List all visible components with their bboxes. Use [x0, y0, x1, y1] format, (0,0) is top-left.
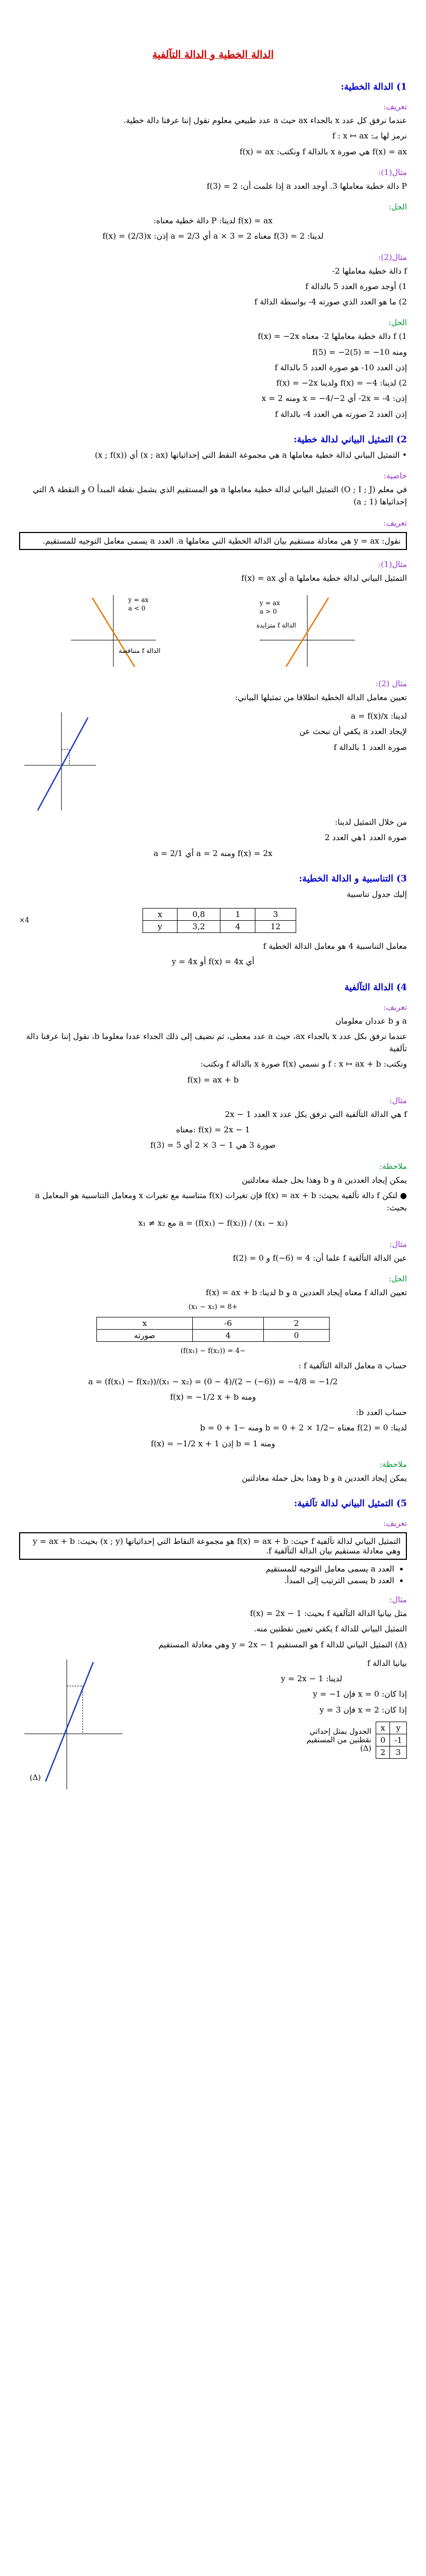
graphs-row	[19, 590, 407, 669]
graph-condition: a > 0	[260, 607, 277, 615]
table-cell: 3,2	[178, 921, 220, 933]
example-graph-row	[19, 1654, 407, 1792]
example-label: مثال(2):	[378, 252, 407, 262]
example-text: P دالة خطية معاملها 3. أوجد العدد a إذا علمت أن: f(3) = 2	[207, 181, 407, 191]
mini-table-row	[216, 1722, 407, 1759]
example-label: مثال(1):	[378, 559, 407, 569]
bullet-list	[19, 1564, 394, 1585]
solution-line: حساب العدد b:	[356, 1408, 407, 1418]
definition-label: تعريف:	[383, 102, 407, 111]
graph-decreasing	[66, 590, 161, 669]
example-label: مثال:	[389, 1095, 407, 1105]
example-2-row	[19, 707, 407, 813]
document-page	[19, 0, 407, 2576]
table-cell: 3	[390, 1746, 407, 1758]
proportion-table	[143, 908, 296, 933]
values-table	[96, 1317, 330, 1342]
example-text: عين الدالة التآلفية f علما أن: f(−6) = 4 و f(2) = 0	[233, 1253, 407, 1263]
table-cell: x	[143, 909, 177, 921]
section-2-heading: 2) التمثيل البياني لدالة خطية:	[294, 434, 407, 445]
table-cell: 3	[255, 909, 296, 921]
table-cell: 4	[193, 1330, 264, 1342]
table-row	[143, 909, 296, 921]
example-line: لدينا: y = 2x − 1	[281, 1674, 342, 1684]
solution-line: ومنه b = 1 إذن f(x) = −1/2 x + 1	[150, 1438, 276, 1448]
definition-line: f(x) = ax + b	[187, 1075, 239, 1085]
table-cell: 4	[220, 921, 255, 933]
notation-line-2: f(x) = ax هي صورة x بالدالة f ونكتب: f(x) = ax	[239, 146, 407, 156]
blue-line-graph	[19, 707, 99, 813]
remark-label: ملاحظة:	[379, 1161, 407, 1171]
example-line: صورة 3 هي 1 − 3 × 2 أي 5 = f(3)	[150, 1140, 276, 1150]
property-text: في معلم (O ; I ; J) التمثيل البياني لدالة خطية معاملها a هو المستقيم الذي يشمل نقطة المبدأ O و النقطة A التي إحداثياها (1 ; a)	[32, 485, 407, 507]
table-cell: y	[143, 921, 177, 933]
solution-label: الحل:	[388, 202, 407, 212]
multiplier: ×4	[19, 916, 30, 924]
example-line: (Δ) التمثيل البياني للدالة f هو المستقيم y = 2x − 1 وهي معادلة المستقيم	[158, 1639, 407, 1649]
delta-label: (Δ)	[30, 1773, 41, 1782]
table-row	[97, 1330, 330, 1342]
property-line: a = (f(x₁) − f(x₂)) / (x₁ − x₂) مع x₁ ≠ x₂	[138, 1218, 288, 1228]
graph-label: y = ax	[260, 599, 280, 607]
solution-line: لدينا: f(3) = 2 معناه a × 3 = 2 أي a = 2/3 إذن: f(x) = (2/3)x	[102, 231, 324, 241]
example-line: من خلال التمثيل لدينا:	[335, 817, 407, 827]
graph-label: y = ax	[128, 596, 149, 604]
solution-line: إذن العدد 2 صورته هي العدد 4- بالدالة f	[274, 409, 407, 419]
example-line: إذا كان: x = 2 فإن y = 3	[320, 1705, 407, 1715]
table-cell: x	[97, 1317, 193, 1330]
example-text: تعيين معامل الدالة الخطية انطلاقا من تمثيلها البياني:	[235, 692, 407, 702]
table-cell: 0	[376, 1734, 390, 1746]
solution-line: ومنه f(x) = −1/2 x + b	[170, 1392, 256, 1402]
table-row	[376, 1746, 406, 1758]
section-3-heading: 3) التناسبية و الدالة الخطية:	[299, 873, 407, 884]
example-line: 1) أوجد صورة العدد 5 بالدالة f	[305, 281, 407, 291]
section-5-heading: 5) التمثيل البياني لدالة تآلفية:	[294, 1498, 407, 1509]
table-row	[376, 1722, 406, 1734]
definition-line: a و b عددان معلومان	[335, 1016, 407, 1026]
example-2-lines	[232, 707, 407, 757]
table-cell: 2	[263, 1317, 329, 1330]
example-line: f هي الدالة التآلفية التي ترفق بكل عدد x العدد 2x − 1	[225, 1109, 407, 1119]
property-content: لتكن f دالة تآلفية بحيث: f(x) = ax + b فإن تغيرات f(x) متناسبة مع تغيرات x ومعامل التناسبية هو المعامل a بحيث:	[35, 1190, 407, 1212]
intro-text: إليك جدول تناسبية	[347, 889, 407, 899]
solution-line: 2) لدينا: f(x) = −4 ولدينا f(x) = −2x	[276, 378, 407, 388]
section-1-heading: 1) الدالة الخطية:	[341, 82, 407, 92]
affine-graph-svg	[19, 1654, 125, 1792]
definition-label: تعريف:	[383, 1518, 407, 1529]
example-line: بيانيا الدالة f	[367, 1658, 407, 1668]
table-row	[376, 1734, 406, 1746]
solution-label: الحل:	[388, 1273, 407, 1283]
solution-line: ومنه f(5) = −2(5) = −10	[312, 347, 407, 357]
remark-label: ملاحظة:	[379, 1459, 407, 1469]
example-label: مثال(1):	[378, 167, 407, 177]
table-cell: 2	[376, 1746, 390, 1758]
arrow-top-label: +8 = (x₁ − x₂)	[188, 1303, 238, 1311]
bullet-content: التمثيل البياني لدالة خطية معاملها a هي مجموعة النقط التي إحداثياتها (x ; ax) أي (x ; f(x))	[94, 450, 400, 460]
solution-line: إذن العدد 10- هو صورة العدد 5 بالدالة f	[274, 362, 407, 372]
table-cell: 0,8	[178, 909, 220, 921]
affine-graph	[19, 1654, 125, 1792]
solution-line: حساب a معامل الدالة التآلفية f :	[298, 1361, 407, 1371]
example-line: صورة العدد 1 بالدالة f	[333, 742, 407, 752]
page-title: الدالة الخطية و الدالة التآلفية	[152, 49, 274, 60]
after-text: معامل التناسبية 4 هو معامل الدالة الخطية f	[263, 941, 407, 951]
table-cell: y	[390, 1722, 407, 1734]
bullet-text: • التمثيل البياني لدالة خطية معاملها a هي مجموعة النقط التي إحداثياتها (x ; ax) أي (x ; f(x))	[94, 450, 407, 460]
table-row	[97, 1317, 330, 1330]
solution-label: الحل:	[388, 318, 407, 328]
property-line: ● لتكن f دالة تآلفية بحيث: f(x) = ax + b فإن تغيرات f(x) متناسبة مع تغيرات x ومعامل التناسبية هو المعامل a بحيث:	[35, 1190, 407, 1212]
example-line: لإيجاد العدد a يكفي أن نبحث عن	[299, 727, 407, 737]
definition-box: نقول: y = ax هي معادلة مستقيم بيان الدالة الخطية التي معاملها a. العدد a يسمى معامل التوجيه للمستقيم.	[19, 532, 407, 550]
mini-table	[376, 1722, 407, 1759]
example-line: صورة العدد 1هي العدد 2	[324, 833, 407, 843]
table-cell: x	[376, 1722, 390, 1734]
example-line: مثل بيانيا الدالة التآلفية f بحيث: f(x) = 2x − 1	[250, 1609, 407, 1619]
example-line: التمثيل البياني للدالة f يكفي تعيين نقطتين منه.	[254, 1624, 407, 1634]
definition-label: تعريف:	[383, 1002, 407, 1012]
solution-line: إذن: 4- = 2x- أي x = −4/−2 ومنه x = 2	[261, 394, 407, 404]
solution-text: تعيين الدالة f معناه إيجاد العددين a و b لدينا: f(x) = ax + b	[206, 1287, 407, 1297]
graph-caption: الدالة f متزايدة	[256, 621, 296, 629]
table-cell: -6	[193, 1317, 264, 1330]
solution-line: a = (f(x₁) − f(x₂))/(x₁ − x₂) = (0 − 4)/(2 − (−6)) = −4/8 = −1/2	[88, 1376, 338, 1386]
example-line: إذا كان: x = 0 فإن y = −1	[313, 1689, 407, 1699]
definition-box: التمثيل البياني لدالة تآلفية f حيث: f(x) = ax + b هو مجموعة النقاط التي إحداثياتها (x ; y) بحيث: y = ax + b وهي معادلة مستقيم بيان الدالة التآلفية f.	[19, 1532, 407, 1560]
example-label: مثال (2):	[375, 678, 407, 688]
example-label: مثال:	[389, 1239, 407, 1249]
graph-condition: a < 0	[128, 604, 146, 612]
list-item: • العدد b يسمى الترتيب إلى المبدأ.	[19, 1576, 394, 1585]
solution-line: f(x) = ax لدينا: P دالة خطية معناه:	[153, 216, 273, 225]
list-item: • العدد a يسمى معامل التوجيه للمستقيم	[19, 1564, 394, 1574]
graph-caption: الدالة f متناقصة	[119, 647, 161, 654]
notation-line: نرمز لها بـ: f : x ↦ ax	[332, 131, 407, 141]
example-text-col	[216, 1654, 407, 1759]
example-text: التمثيل البياني لدالة خطية معاملها a أي f(x) = ax	[241, 573, 407, 583]
mini-table-caption: الجدول يمثل إحداثي نقطتين من المستقيم (Δ)	[306, 1727, 371, 1753]
example-line: f(x) = 2x − 1 :معناه	[176, 1125, 250, 1134]
arrow-bottom-label: −4 = (f(x₁) − f(x₂))	[180, 1347, 246, 1356]
graph-increasing	[254, 590, 360, 669]
section-4-heading: 4) الدالة التآلفية	[344, 982, 407, 993]
table-cell: 0	[263, 1330, 329, 1342]
remark-text: يمكن إيجاد العددين a و b وهذا بحل جملة معادلتين	[242, 1175, 407, 1185]
table-row	[143, 921, 296, 933]
example-label: مثال:	[389, 1595, 407, 1605]
solution-line: لدينا: f(2) = 0 معناه −1/2 × 2 + b = 0 ومنه −1 + b = 0	[200, 1423, 407, 1433]
table-cell: صورته	[97, 1330, 193, 1342]
example-line: f(x) = 2x ومنه a = 2 أي a = 2/1	[153, 848, 273, 858]
after-text-2: أي f(x) = 4x أو y = 4x	[171, 957, 255, 967]
example-line: لدينا: a = f(x)/x	[351, 711, 407, 721]
remark-text: يمكن إيجاد العددين a و b وهذا بحل جملة معادلتين	[242, 1473, 407, 1483]
proportion-table-wrap	[19, 904, 407, 937]
example-line: f دالة خطية معاملها 2-	[332, 266, 407, 276]
example-line: 2) ما هو العدد الذي صورته 4- بواسطة الدالة f	[254, 297, 407, 307]
definition-label: تعريف:	[383, 518, 407, 528]
table-cell: 1	[220, 909, 255, 921]
property-label: خاصية:	[383, 471, 407, 481]
solution-line: 1) f دالة خطية معاملها 2- معناه f(x) = −2x	[258, 331, 407, 342]
definition-line: عندما نرفق بكل عدد x بالجداء ax، حيث a عدد معطى، ثم نضيف إلى ذلك الجداء عددا معلوما b، نقول إننا عرفنا دالة تآلفية	[26, 1031, 407, 1053]
definition-line: ونكتب: f : x ↦ ax + b و نسمي f(x) صورة x بالدالة f ونكتب:	[200, 1059, 407, 1069]
table-cell: 12	[255, 921, 296, 933]
definition-text: عندما نرفق كل عدد x بالجداء ax حيث a عدد طبيعي معلوم نقول إننا عرفنا دالة خطية.	[123, 116, 407, 125]
table-cell: -1	[390, 1734, 407, 1746]
